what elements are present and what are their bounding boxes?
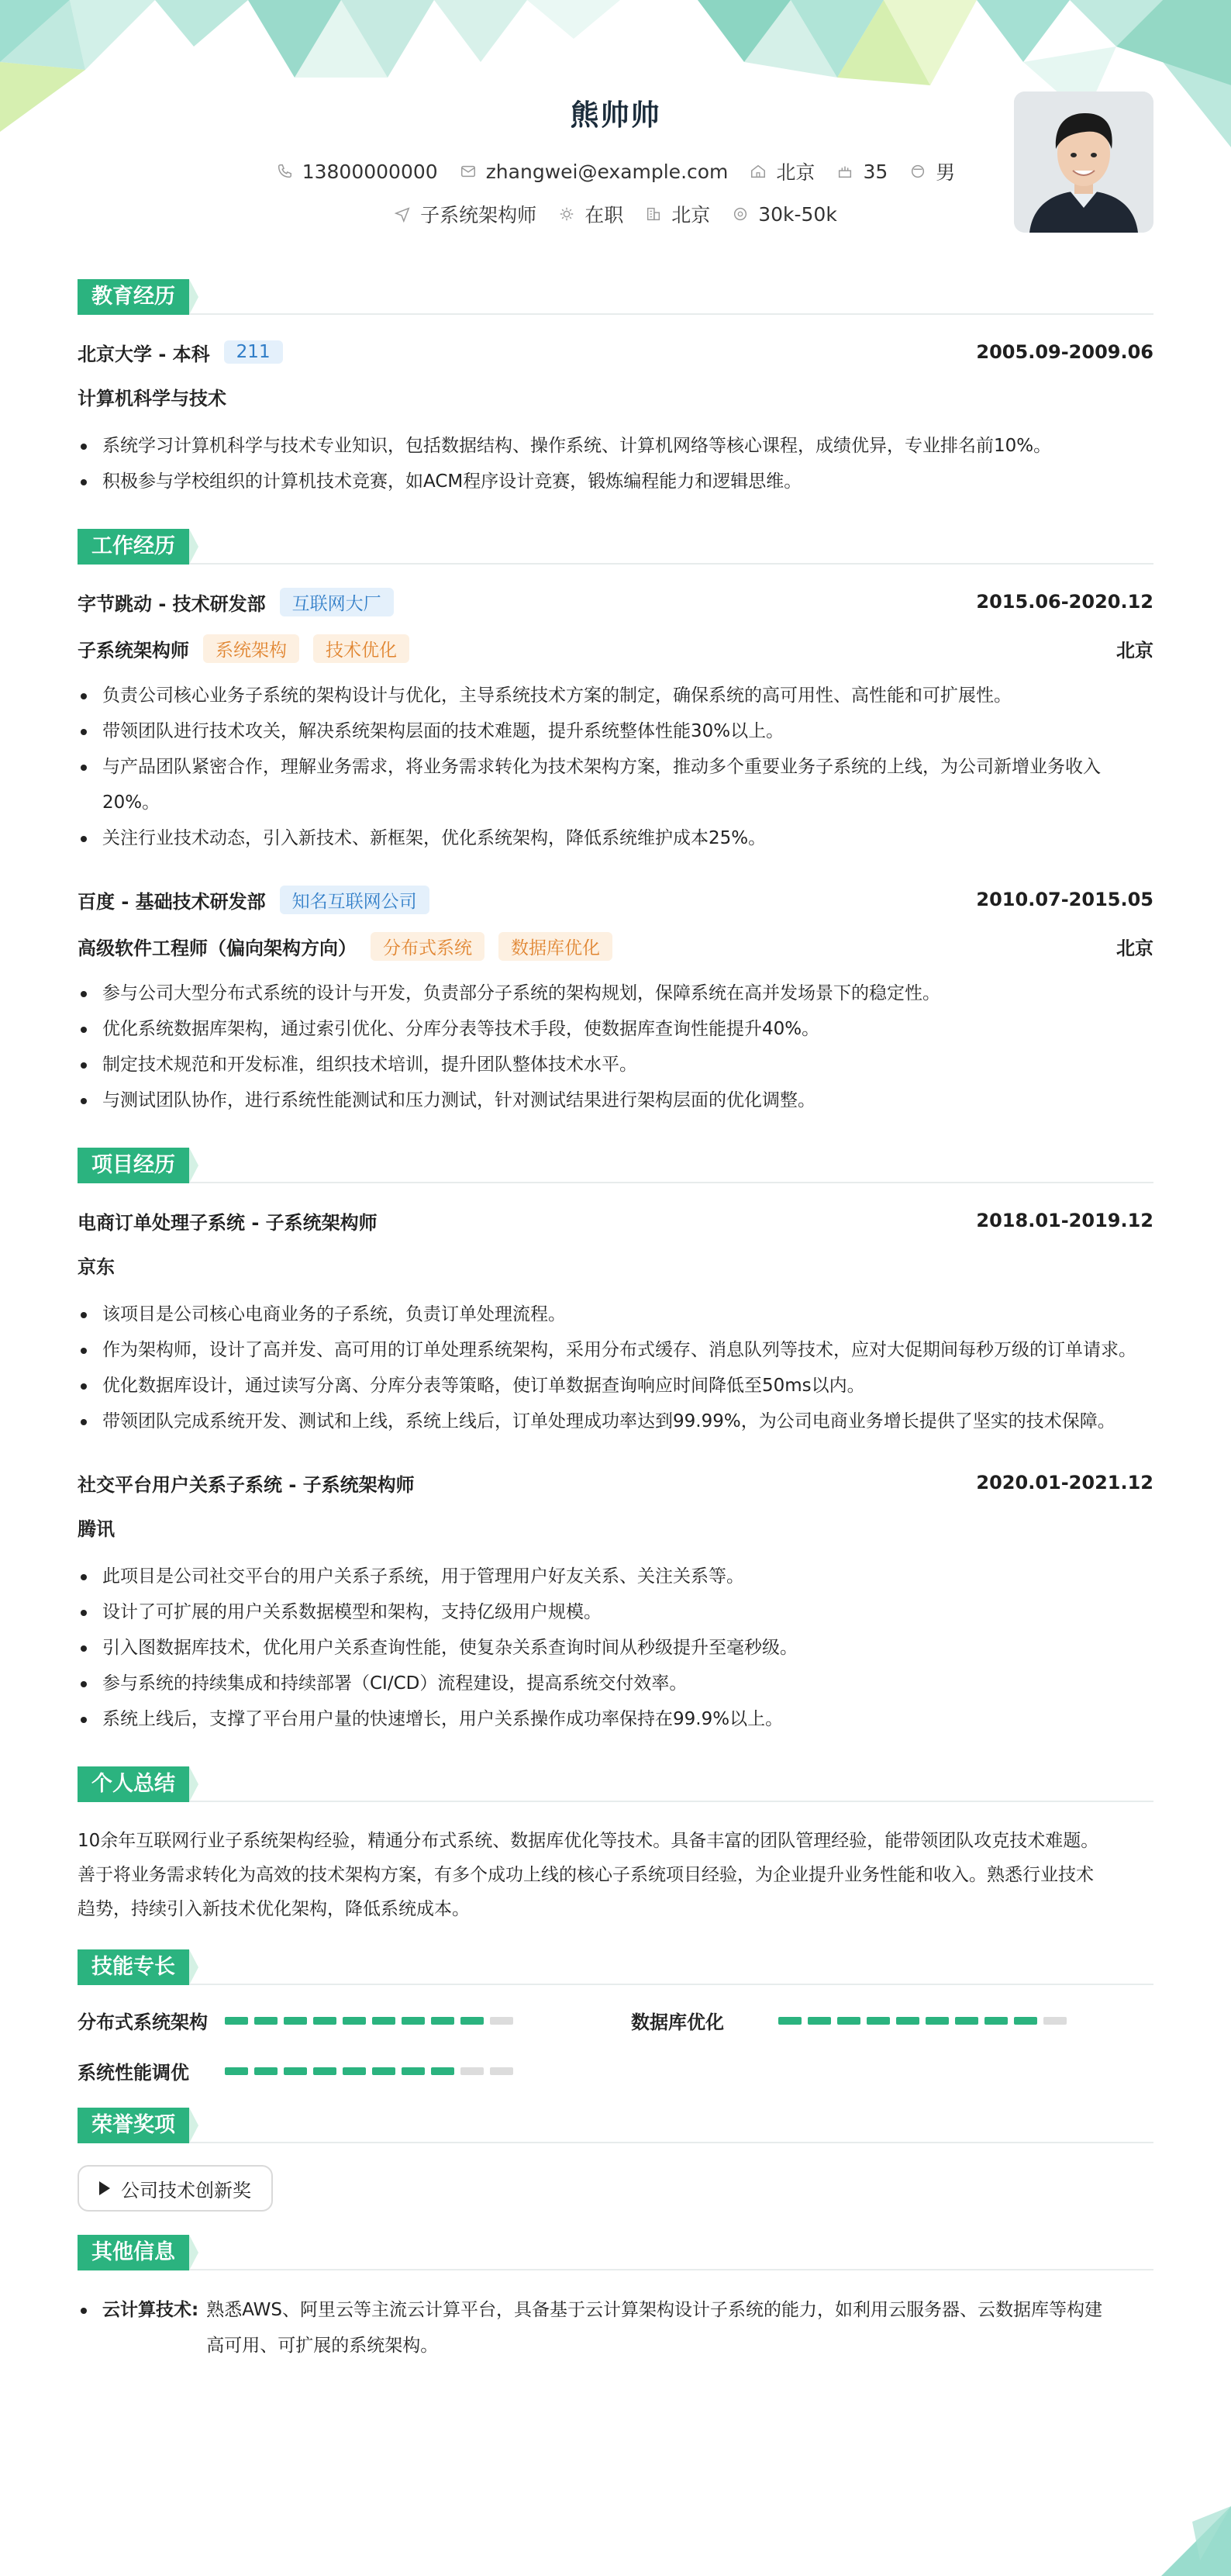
project-entry [78,1205,1153,1439]
skill-level-segment [896,2017,919,2025]
position-text: 子系统架构师 [420,204,537,226]
skill-level-segment [867,2017,890,2025]
school-name: 北京大学 - 本科 [78,343,210,365]
gender-item [909,157,955,185]
projects-section [78,1146,1153,1737]
other-section [78,2233,1153,2364]
work-date: 2010.07-2015.05 [976,889,1153,910]
award-label: 公司技术创新奖 [121,2179,251,2201]
skill-level-segment [460,2017,484,2025]
list-item: 制定技术规范和开发标准，组织技术培训，提升团队整体技术水平。 [78,1047,1153,1083]
skill-level-segment [460,2067,484,2075]
education-major: 计算机科学与技术 [78,388,226,409]
projects-title: 项目经历 [78,1148,189,1183]
skill-level-segment [926,2017,949,2025]
status-item [558,200,623,228]
project-bullets [78,1297,1153,1439]
role-tag: 分布式系统 [371,932,484,961]
skills-heading [78,1948,1153,1985]
skill-level-bar [225,2017,513,2025]
age-item [836,161,888,183]
skill-level-segment [372,2067,395,2075]
list-item: 优化数据库设计，通过读写分离、分库分表等策略，使订单数据查询响应时间降低至50ms以内。 [78,1368,1153,1404]
project-date: 2020.01-2021.12 [976,1472,1153,1493]
education-entry [78,337,1153,499]
projects-heading [78,1146,1153,1183]
list-item: 参与系统的持续集成和持续部署（CI/CD）流程建设，提高系统交付效率。 [78,1666,1153,1701]
city-icon [645,205,662,223]
summary-line: 趋势，持续引入新技术优化架构，降低系统成本。 [78,1899,470,1919]
company-name: 百度 - 基础技术研发部 [78,890,266,913]
summary-title: 个人总结 [78,1766,189,1802]
send-icon [394,205,411,223]
project-company: 腾讯 [78,1518,115,1540]
skill-level-segment [343,2017,366,2025]
list-item: 带领团队完成系统开发、测试和上线，系统上线后，订单处理成功率达到99.99%，为公司电商业务增长提供了坚实的技术保障。 [78,1404,1153,1439]
role-tag: 系统架构 [203,634,299,663]
skill-level-segment [955,2017,978,2025]
role-tag: 数据库优化 [498,932,612,961]
skill-level-segment [284,2067,307,2075]
list-item: 积极参与学校组织的计算机技术竞赛，如ACM程序设计竞赛，锻炼编程能力和逻辑思维。 [78,464,1153,499]
project-company: 京东 [78,1256,115,1278]
skill-name: 分布式系统架构 [78,2011,208,2033]
work-entry [78,884,1153,1118]
job-role: 子系统架构师 [78,639,189,661]
list-item: 负责公司核心业务子系统的架构设计与优化，主导系统技术方案的制定，确保系统的高可用性、高性能和可扩展性。 [78,678,1153,713]
summary-text [78,1824,1153,1926]
award-item [78,2165,273,2212]
email-item [460,161,729,183]
status-text: 在职 [584,204,624,226]
candidate-name: 熊帅帅 [570,98,661,132]
city-text: 北京 [671,204,711,226]
work-bullets [78,975,1153,1118]
list-item: 系统上线后，支撑了平台用户量的快速增长，用户关系操作成功率保持在99.9%以上。 [78,1701,1153,1737]
skill-level-segment [402,2067,425,2075]
salary-icon [732,205,749,223]
skills-title: 技能专长 [78,1949,189,1985]
honors-heading [78,2106,1153,2143]
skill-level-segment [313,2017,336,2025]
project-title: 社交平台用户关系子系统 - 子系统架构师 [78,1473,415,1496]
city-item [645,200,710,228]
list-item: 优化系统数据库架构，通过索引优化、分库分表等技术手段，使数据库查询性能提升40%。 [78,1011,1153,1047]
list-item: 该项目是公司核心电商业务的子系统，负责订单处理流程。 [78,1297,1153,1332]
gender-text: 男 [936,161,956,184]
other-text [206,2292,1102,2364]
company-name: 字节跳动 - 技术研发部 [78,592,266,615]
work-title: 工作经历 [78,529,189,565]
list-item: 与测试团队协作，进行系统性能测试和压力测试，针对测试结果进行架构层面的优化调整。 [78,1083,1153,1118]
mail-icon [460,163,477,180]
skill-level-segment [778,2017,802,2025]
summary-line: 善于将业务需求转化为高效的技术架构方案，有多个成功上线的核心子系统项目经验，为企业提升业务性能和收入。熟悉行业技术 [78,1865,1094,1885]
home-icon [750,163,767,180]
project-bullets [78,1559,1153,1737]
gender-icon [909,163,926,180]
education-heading [78,278,1153,315]
job-intent-row [78,200,1153,228]
summary-line: 10余年互联网行业子系统架构经验，精通分布式系统、数据库优化等技术。具备丰富的团队管理经验，能带领团队攻克技术难题。 [78,1831,1099,1851]
skill-level-segment [1043,2017,1067,2025]
list-item: 系统学习计算机科学与技术专业知识，包括数据结构、操作系统、计算机网络等核心课程，成绩优异，专业排名前10%。 [78,428,1153,464]
list-item [78,2292,1153,2364]
role-tag: 技术优化 [313,634,409,663]
skill-level-segment [284,2017,307,2025]
avatar [1014,92,1153,233]
skill-level-bar [225,2067,513,2075]
company-tag: 知名互联网公司 [280,886,429,914]
work-date: 2015.06-2020.12 [976,591,1153,613]
location-text: 北京 [776,161,815,184]
skill-level-segment [225,2017,248,2025]
other-heading [78,2233,1153,2270]
skill-item [78,2007,600,2034]
summary-section [78,1765,1153,1926]
list-item: 关注行业技术动态，引入新技术、新框架，优化系统架构，降低系统维护成本25%。 [78,820,1153,856]
skill-item [78,2057,600,2084]
other-line: 熟悉AWS、阿里云等主流云计算平台，具备基于云计算架构设计子系统的能力，如利用云服务器、云数据库等构建 [206,2300,1103,2320]
honors-title: 荣誉奖项 [78,2108,189,2143]
skill-name: 系统性能调优 [78,2062,189,2084]
skill-level-segment [490,2067,513,2075]
other-line: 高可用、可扩展的系统架构。 [206,2336,439,2356]
project-date: 2018.01-2019.12 [976,1210,1153,1231]
education-section [78,278,1153,499]
status-icon [558,205,575,223]
skill-level-segment [225,2067,248,2075]
work-section [78,527,1153,1118]
skill-level-segment [254,2067,278,2075]
skill-level-segment [984,2017,1008,2025]
age-text: 35 [863,160,888,183]
work-entry [78,586,1153,856]
project-entry [78,1467,1153,1737]
list-item: 此项目是公司社交平台的用户关系子系统，用于管理用户好友关系、关注关系等。 [78,1559,1153,1594]
phone-item [276,161,438,183]
school-tag: 211 [224,340,283,364]
skill-level-segment [313,2067,336,2075]
resume-header [78,0,1153,256]
skill-level-segment [254,2017,278,2025]
company-tag: 互联网大厂 [280,588,394,616]
skill-level-segment [372,2017,395,2025]
honors-section [78,2106,1153,2212]
location-item [750,157,815,185]
job-role: 高级软件工程师（偏向架构方向） [78,937,357,959]
other-title: 其他信息 [78,2235,189,2270]
list-item: 引入图数据库技术，优化用户关系查询性能，使复杂关系查询时间从秒级提升至毫秒级。 [78,1630,1153,1666]
education-title: 教育经历 [78,279,189,315]
list-item: 带领团队进行技术攻关，解决系统架构层面的技术难题，提升系统整体性能30%以上。 [78,713,1153,749]
work-location: 北京 [1116,639,1153,661]
project-title: 电商订单处理子系统 - 子系统架构师 [78,1211,378,1234]
list-item: 设计了可扩展的用户关系数据模型和架构，支持亿级用户规模。 [78,1594,1153,1630]
email-text: zhangwei@example.com [485,160,729,183]
list-item: 参与公司大型分布式系统的设计与开发，负责部分子系统的架构规划，保障系统在高并发场景下的稳定性。 [78,975,1153,1011]
skill-name: 数据库优化 [631,2011,724,2033]
list-item: 与产品团队紧密合作，理解业务需求，将业务需求转化为技术架构方案，推动多个重要业务子系统的上线，为公司新增业务收入20%。 [78,749,1153,820]
phone-text: 13800000000 [302,160,438,183]
skill-level-segment [402,2017,425,2025]
education-bullets [78,428,1153,499]
other-list [78,2292,1153,2364]
footer-decoration [1146,2491,1231,2576]
skill-level-segment [431,2017,454,2025]
skills-section [78,1948,1153,2084]
contact-row [78,157,1153,185]
skill-level-segment [490,2017,513,2025]
salary-text: 30k-50k [758,202,837,226]
work-bullets [78,678,1153,856]
salary-item [732,203,837,226]
skill-level-segment [837,2017,860,2025]
play-icon [99,2181,110,2195]
position-item [394,200,536,228]
work-heading [78,527,1153,565]
skill-level-segment [808,2017,831,2025]
skill-level-segment [1014,2017,1037,2025]
skills-grid [78,2007,1153,2084]
skill-level-segment [431,2067,454,2075]
age-icon [836,163,853,180]
summary-heading [78,1765,1153,1802]
skill-level-segment [343,2067,366,2075]
skill-level-bar [778,2017,1067,2025]
phone-icon [276,163,293,180]
education-date: 2005.09-2009.06 [976,341,1153,363]
other-label: 云计算技术: [102,2300,199,2320]
list-item: 作为架构师，设计了高并发、高可用的订单处理系统架构，采用分布式缓存、消息队列等技术，应对大促期间每秒万级的订单请求。 [78,1332,1153,1368]
work-location: 北京 [1116,937,1153,959]
skill-item [631,2007,1153,2034]
